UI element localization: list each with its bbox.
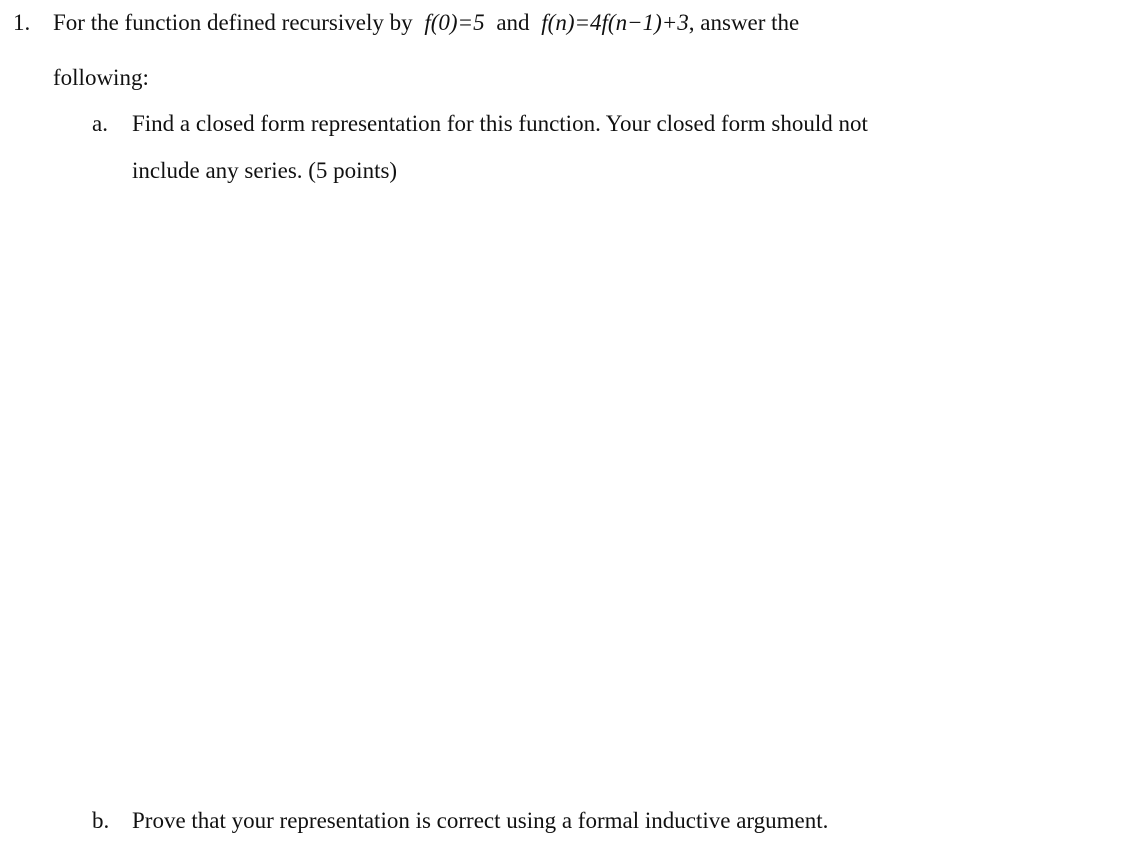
intro-suffix: , answer the [688,10,800,35]
part-a-label: a. [92,111,108,136]
part-b-line1: Prove that your representation is correct using a formal inductive argument. [132,808,829,833]
intro-continued: following: [53,65,149,90]
intro-prefix: For the function defined recursively by [53,10,413,35]
part-a-line1: Find a closed form representation for this function. Your closed form should not [132,111,868,136]
math-base-case: f(0)=5 [424,10,485,35]
math-recurrence: f(n)=4f(n−1)+3 [541,10,689,35]
part-a-line2: include any series. (5 points) [132,158,398,183]
question-number: 1. [13,10,31,35]
question-stem [53,8,799,38]
connector-and: and [496,10,530,35]
answer-space-a [132,200,1032,780]
part-b-label: b. [92,808,110,833]
